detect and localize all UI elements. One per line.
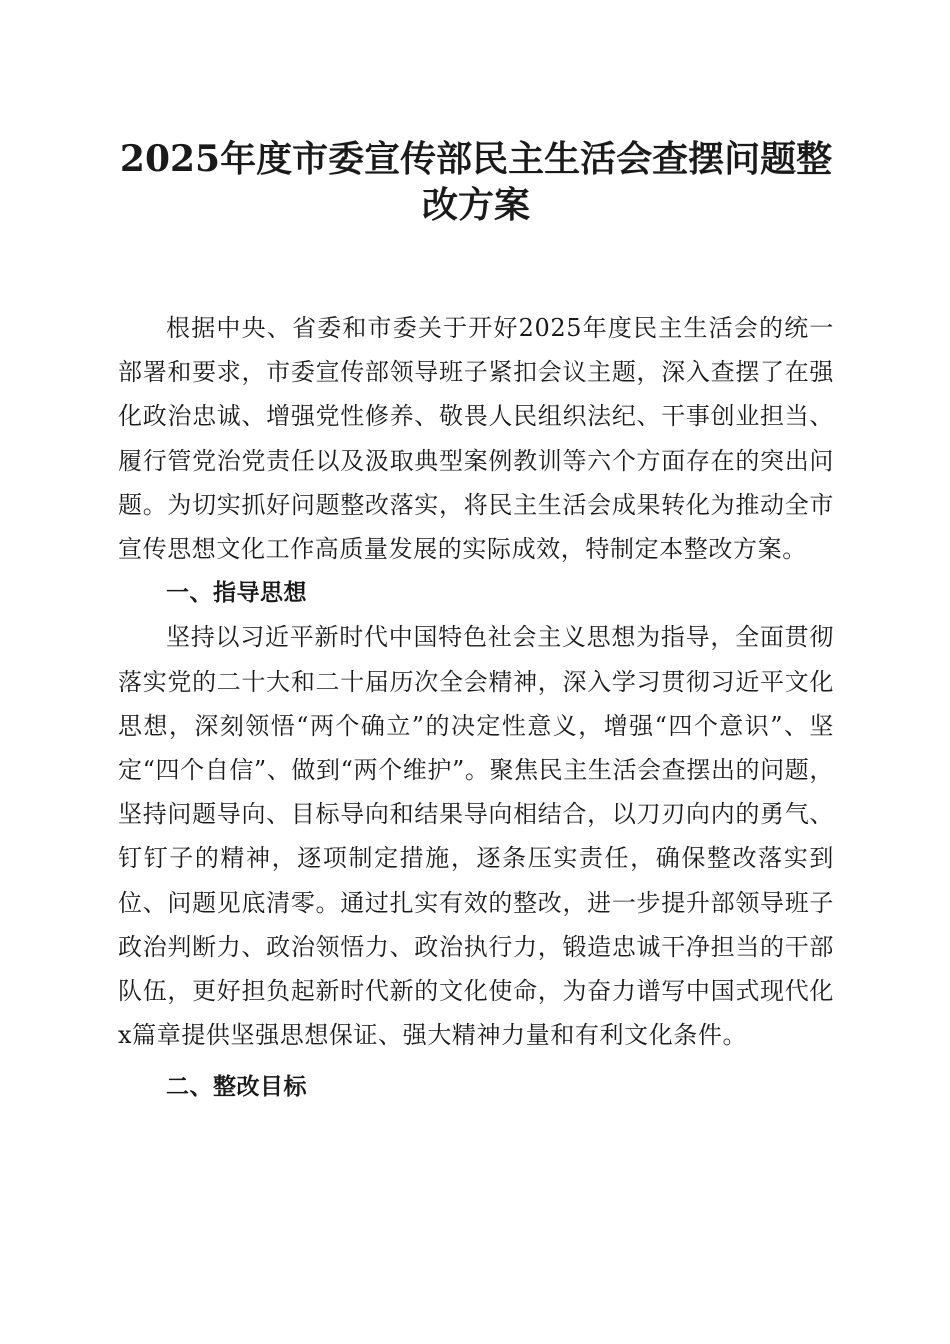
section-heading-rectification-goals: 二、整改目标 [166,1074,307,1101]
title-line-1: 2025年度市委宣传部民主生活会查摆问题整 [119,138,833,180]
document-page [118,136,834,1110]
intro-paragraph: 根据中央、省委和市委关于开好2025年度民主生活会的统一部署和要求，市委宣传部领导班子紧扣会议主题，深入查摆了在强化政治忠诚、增强党性修养、敬畏人民组织法纪、干事创业担当、履行管党治党责任以及汲取典型案例教训等六个方面存在的突出问题。为切实抓好问题整改落实，将民主生活会成果转化为推动全市宣传思想文化工作高质量发展的实际成效，特制定本整改方案。 [118,314,834,564]
section-heading-guiding-ideology: 一、指导思想 [166,580,307,607]
document-title [118,136,834,228]
document-body [118,306,834,1110]
title-line-2: 改方案 [421,184,530,226]
guiding-ideology-paragraph: 坚持以习近平新时代中国特色社会主义思想为指导，全面贯彻落实党的二十大和二十届历次全会精神，深入学习贯彻习近平文化思想，深刻领悟“两个确立”的决定性意义，增强“四个意识”、坚定“四个自信”、做到“两个维护”。聚焦民主生活会查摆出的问题，坚持问题导向、目标导向和结果导向相结合，以刀刃向内的勇气、钉钉子的精神，逐项制定措施，逐条压实责任，确保整改落实到位、问题见底清零。通过扎实有效的整改，进一步提升部领导班子政治判断力、政治领悟力、政治执行力，锻造忠诚干净担当的干部队伍，更好担负起新时代新的文化使命，为奋力谱写中国式现代化x篇章提供坚强思想保证、强大精神力量和有利文化条件。 [118,623,834,1050]
